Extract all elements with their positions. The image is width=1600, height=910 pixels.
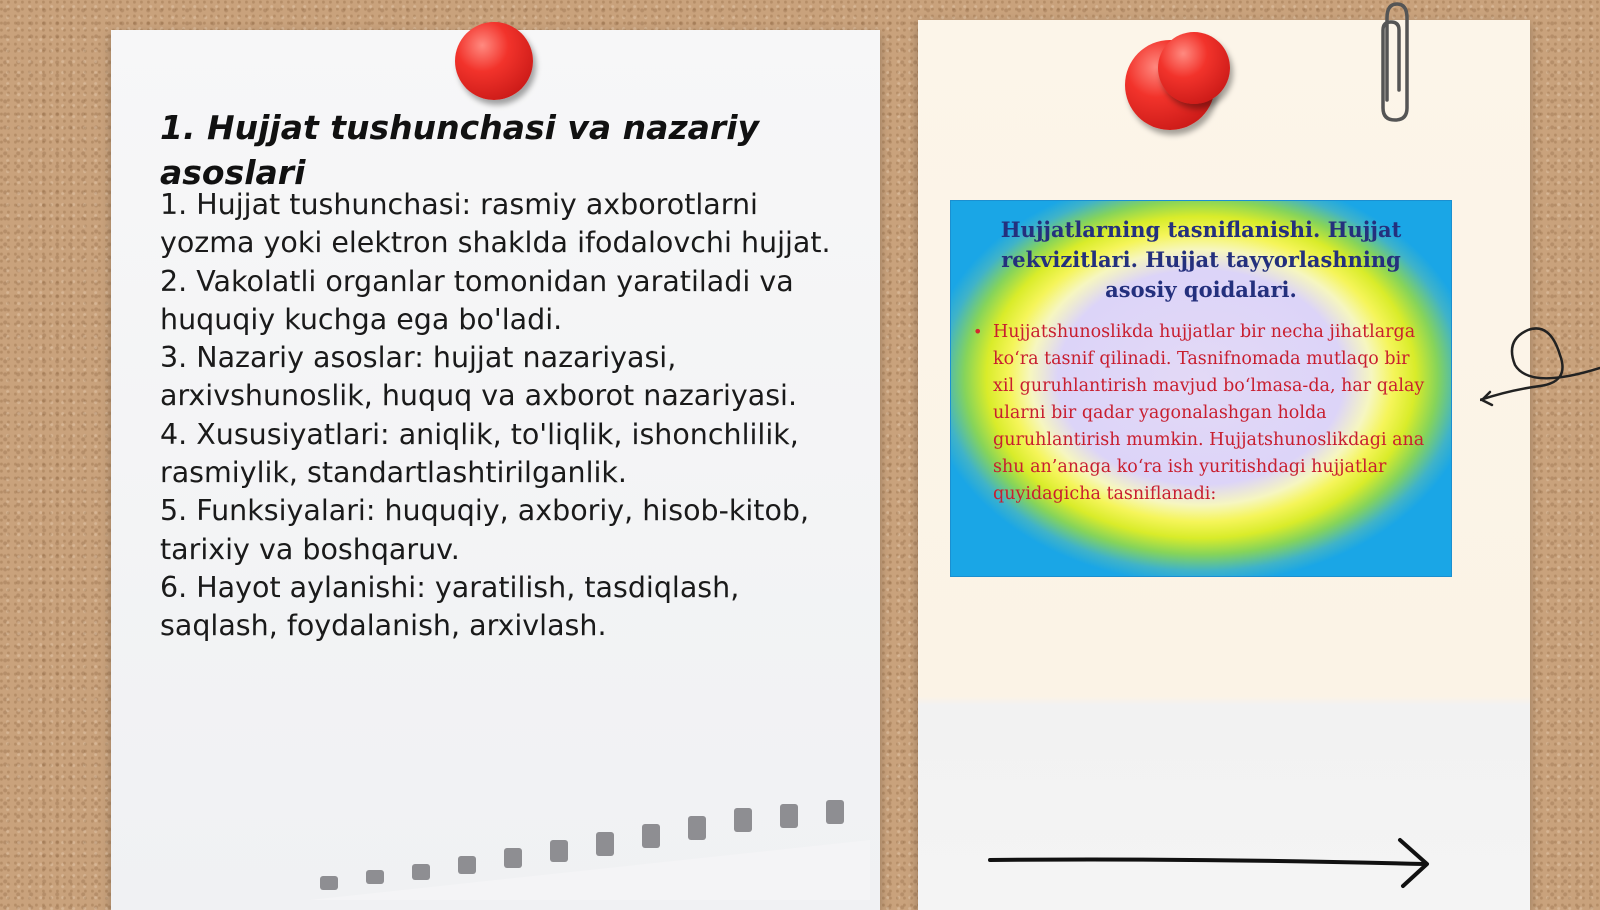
torn-edge-decoration [310,800,870,900]
card-body: Hujjatshunoslikda hujjatlar bir necha jihatlarga ko‘ra tasnif qilinadi. Tasnifnomada mutlaqo bir xil guruhlantirish mavjud bo‘lmasa-da, har qalay ularni bir qadar yagonalashgan holda guruhlantirish mumkin. Hujjatshunoslikdagi ana shu an’anaga ko‘ra ish yuritishdagi hujjatlar quyidagicha tasniflanadi: [993,322,1425,504]
list-item: 6. Hayot aylanishi: yaratilish, tasdiqlash, saqlash, foydalanish, arxivlash. [160,570,740,643]
list-item: 1. Hujjat tushunchasi: rasmiy axborotlarni yozma yoki elektron shaklda ifodalovchi hujjat. [160,188,831,260]
note-title: 1. Hujjat tushunchasi va nazariy asoslari [160,108,760,192]
card-title: Hujjatlarning tasniflanishi. Hujjat rekvizitlari. Hujjat tayyorlashning asosiy qoidalari. [1000,217,1402,302]
list-item: 4. Xususiyatlari: aniqlik, to'liqlik, ishonchlilik, rasmiylik, standartlashtirilganlik. [160,417,799,490]
list-item: 2. Vakolatli organlar tomonidan yaratiladi va huquqiy kuchga ega bo'ladi. [160,264,794,336]
list-item: 5. Funksiyalari: huquqiy, axboriy, hisob-kitob, tarixiy va boshqaruv. [160,494,810,566]
note-list [160,186,850,646]
arrow-right-icon [985,830,1445,890]
loop-doodle-icon [1480,310,1600,410]
pushpin-icon [455,22,533,100]
list-item: 3. Nazariy asoslar: hujjat nazariyasi, arxivshunoslik, huquq va axborot nazariyasi. [160,341,798,413]
pushpin-icon [1158,32,1230,104]
slide-thumbnail [950,200,1452,577]
paperclip-icon [1375,0,1415,125]
bullet-icon: • [973,322,983,341]
